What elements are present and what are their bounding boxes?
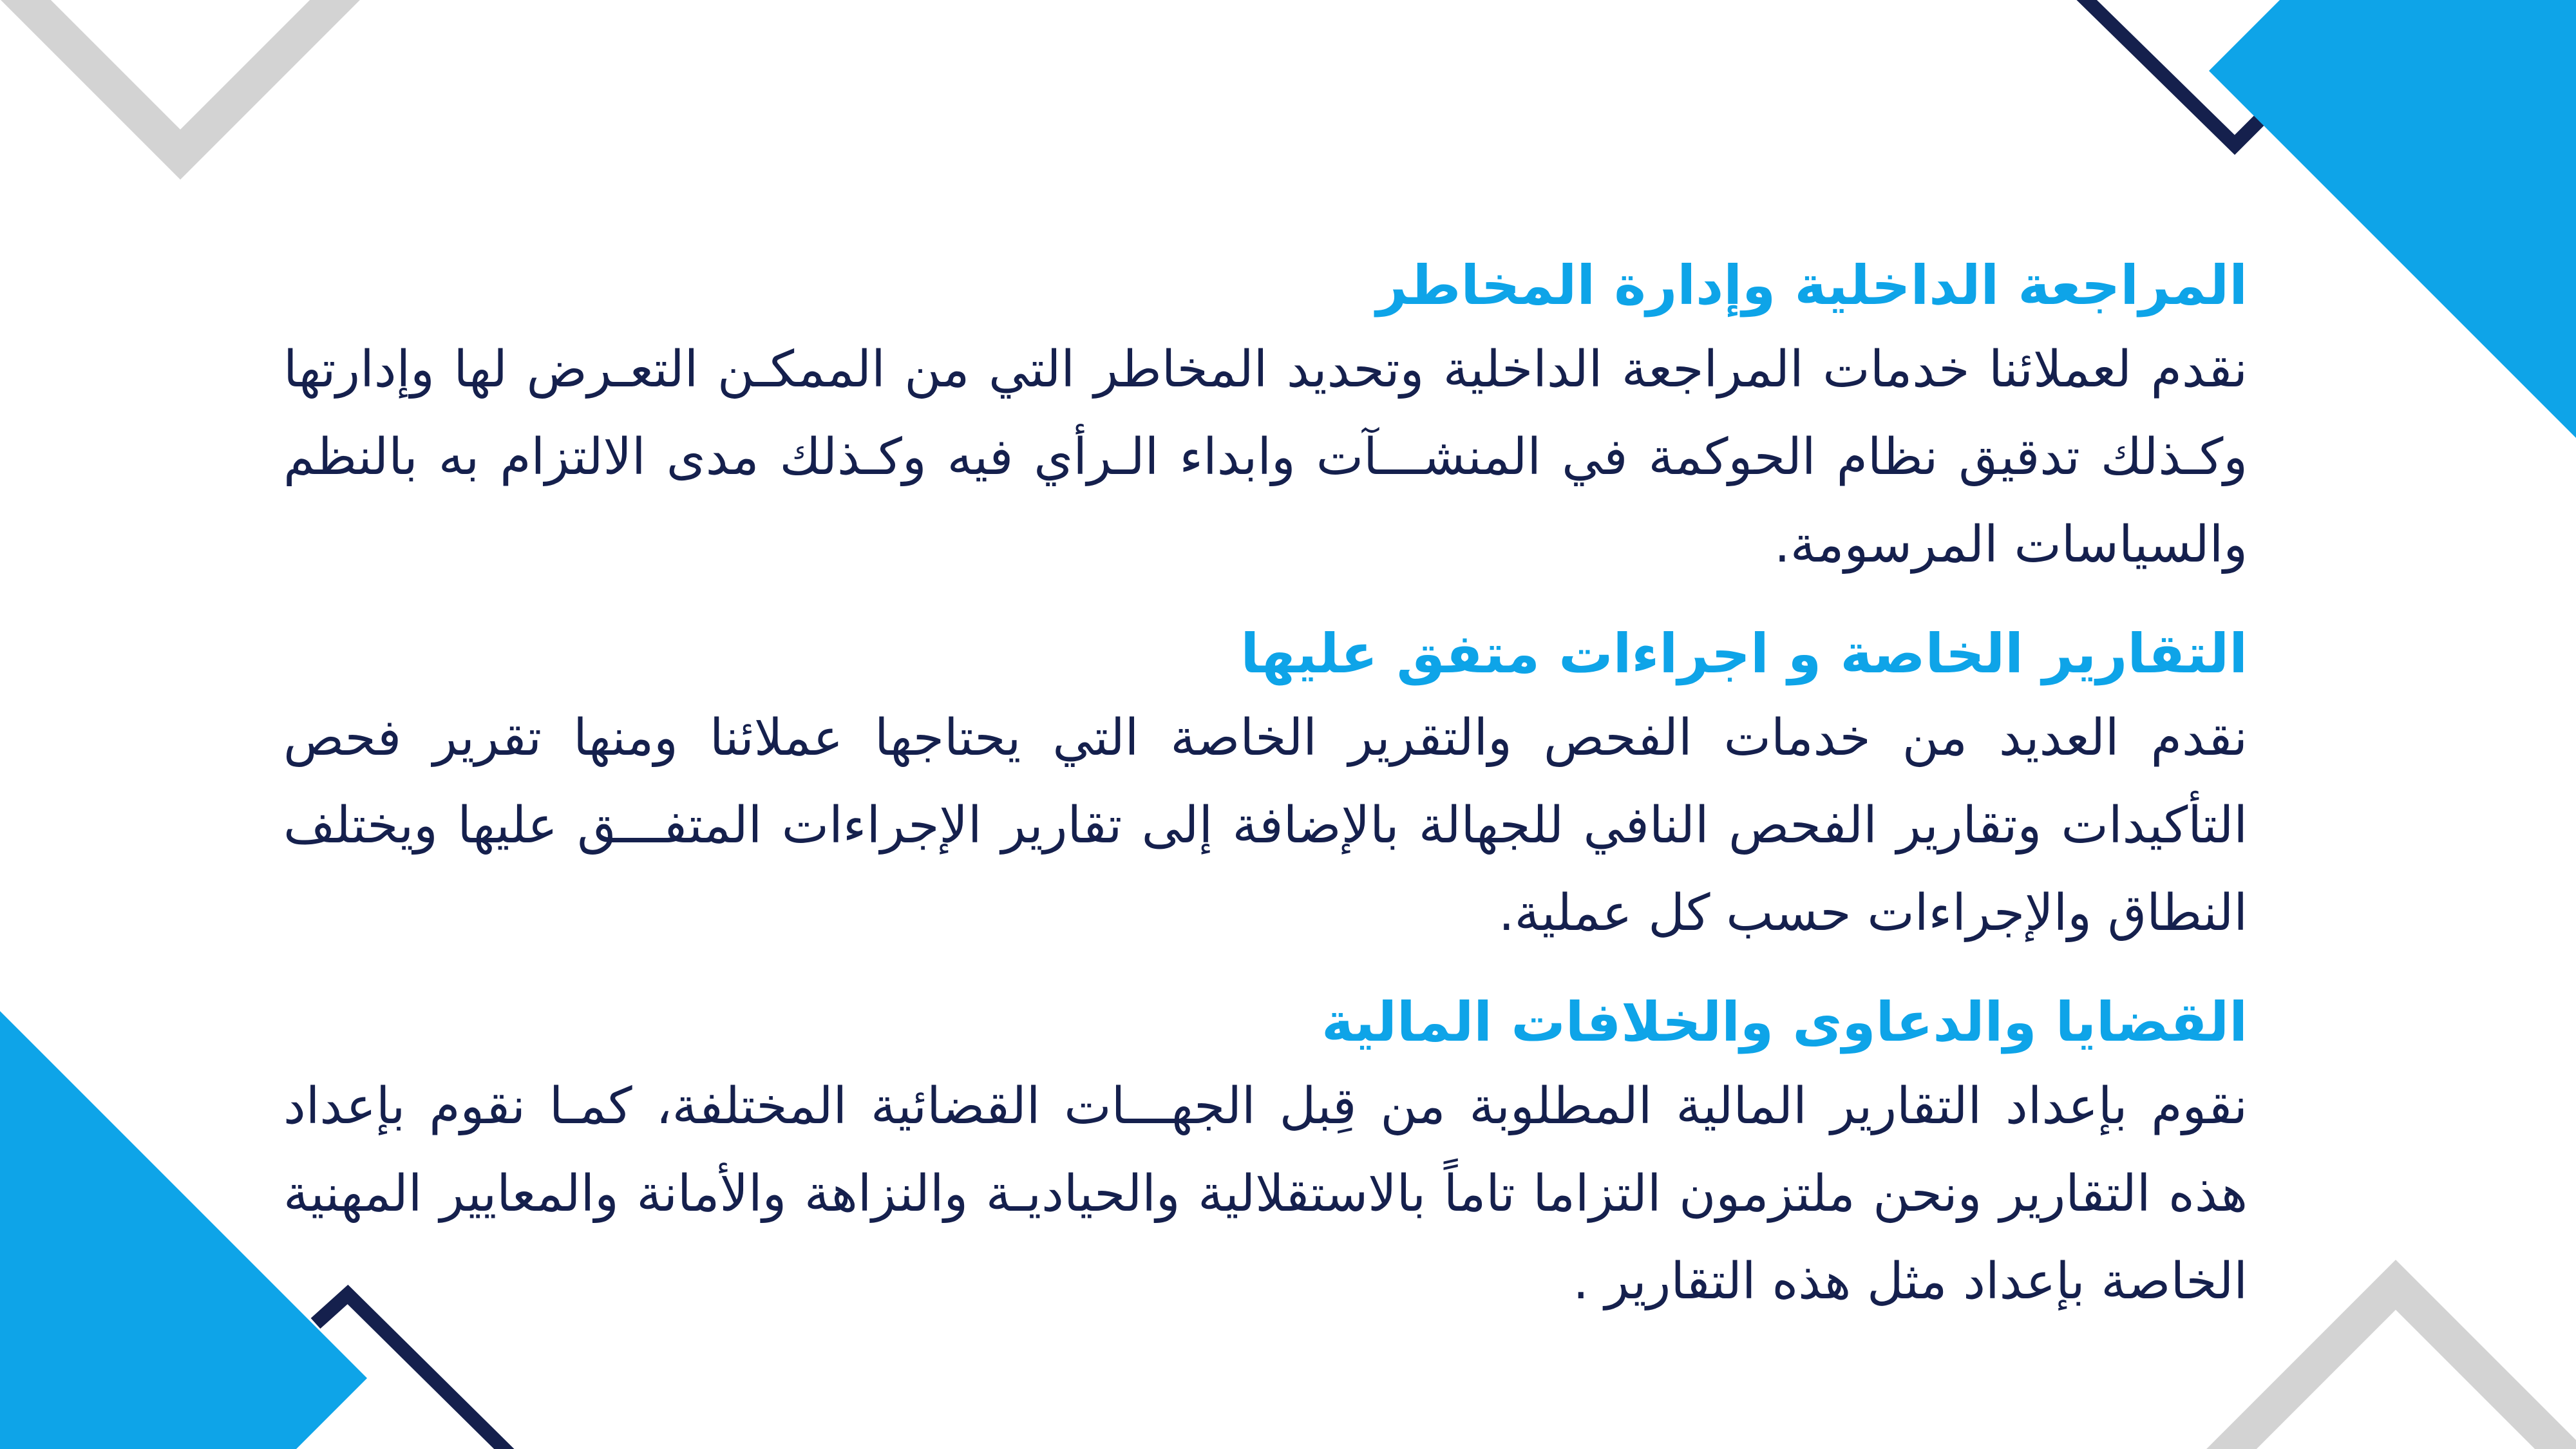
section-special-reports bbox=[283, 613, 2248, 957]
services-content bbox=[283, 245, 2248, 1350]
section-title: المراجعة الداخلية وإدارة المخاطر bbox=[1376, 254, 2248, 317]
section-title: التقارير الخاصة و اجراءات متفق عليها bbox=[1240, 622, 2248, 685]
section-body: نقدم العديد من خدمات الفحص والتقرير الخاصة التي يحتاجها عملائنا ومنها تقرير فحص التأكيدات وتقارير الفحص النافي للجهالة بالإضافة إلى تقارير الإجراءات المتفـــق عليها ويختلف النطاق والإجراءات حسب كل عملية. bbox=[283, 709, 2248, 942]
bottom-right-gray-chevron bbox=[2215, 1285, 2576, 1449]
section-internal-audit bbox=[283, 245, 2248, 589]
section-title: القضايا والدعاوى والخلافات المالية bbox=[1321, 990, 2248, 1054]
section-body: نقدم لعملائنا خدمات المراجعة الداخلية وتحديد المخاطر التي من الممكـن التعـرض لها وإدارتها وكـذلك تدقيق نظام الحوكمة في المنشـــآت وابداء الـرأي فيه وكـذلك مدى الالتزام به بالنظم والسياسات المرسومة. bbox=[283, 341, 2248, 574]
section-body: نقوم بإعداد التقارير المالية المطلوبة من قِبل الجهـــات القضائية المختلفة، كمـا نقوم بإعداد هذه التقارير ونحن ملتزمون التزاما تاماً بالاستقلالية والحياديـة والنزاهة والأمانة والمعايير المهنية الخاصة بإعداد مثل هذه التقارير . bbox=[283, 1077, 2248, 1311]
top-left-gray-chevron bbox=[13, 0, 348, 155]
top-right-blue-triangle bbox=[2209, 0, 2576, 438]
section-financial-disputes bbox=[283, 981, 2248, 1325]
